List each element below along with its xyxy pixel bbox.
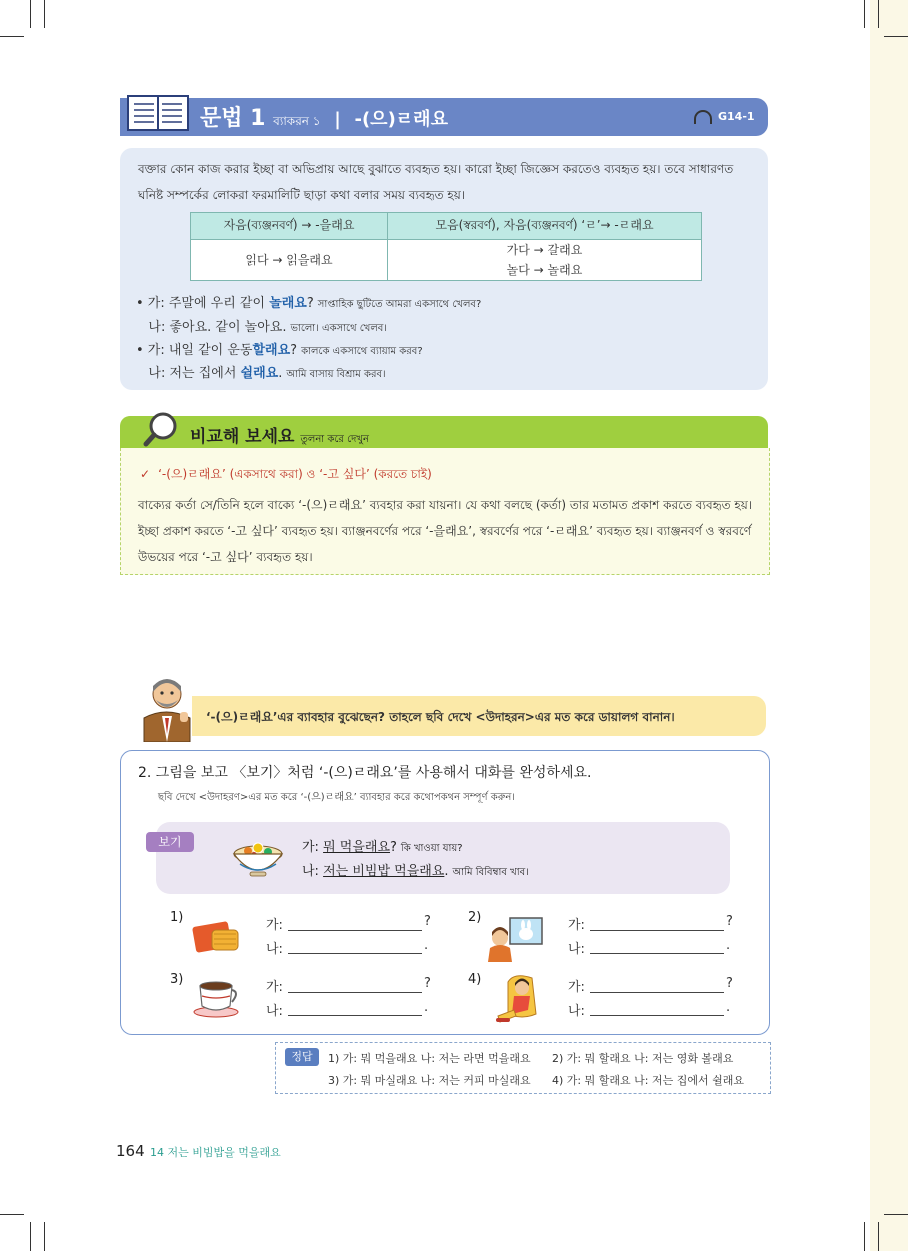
table-cell-vowel-2: 놀다 → 놀래요 bbox=[506, 263, 583, 277]
example-question-end: ? bbox=[390, 840, 397, 855]
teacher-prompt: ‘-(으)ㄹ래요’এর ব্যাবহার বুঝেছেন? তাহলে ছবি দেখে <উদাহরন>এর মত করে ডায়ালগ বানান। bbox=[206, 710, 675, 724]
headphones-icon bbox=[694, 110, 712, 124]
example-highlight: 할래요 bbox=[252, 343, 291, 358]
item-a-end: . bbox=[424, 938, 429, 953]
example-line bbox=[136, 339, 423, 361]
answer-1: 1) 가: 뭐 먹을래요 나: 저는 라면 먹을래요 bbox=[328, 1052, 531, 1065]
answer-blank[interactable] bbox=[288, 992, 422, 993]
example-answer-translation: আমি বিবিম্বাব খাব। bbox=[452, 867, 529, 878]
example-text: • 가: 주말에 우리 같이 bbox=[136, 296, 270, 311]
table-head-consonant: 자음(ব্যঞ্জনবর্ণ) → -을래요 bbox=[191, 213, 388, 240]
item-na-label: 나: bbox=[568, 1004, 585, 1019]
item-na-label: 나: bbox=[568, 942, 585, 957]
answer-4: 4) 가: 뭐 할래요 나: 저는 집에서 쉴래요 bbox=[552, 1074, 744, 1087]
table-cell-consonant: 읽다 → 읽을래요 bbox=[191, 240, 388, 281]
page-side-strip bbox=[870, 0, 908, 1251]
audio-code: G14-1 bbox=[718, 110, 755, 123]
answer-blank[interactable] bbox=[590, 1015, 724, 1016]
crop-mark bbox=[0, 36, 24, 37]
item-number: 2) bbox=[468, 910, 482, 925]
compare-heading-text: ‘-(으)ㄹ래요’ (একসাথে করা) ও ‘-고 싶다’ (করতে চাই) bbox=[158, 467, 432, 481]
example-text: 나: 좋아요. 같이 놀아요. bbox=[136, 320, 287, 335]
ramen-package-icon bbox=[190, 918, 242, 958]
crop-mark bbox=[30, 1222, 31, 1251]
conjugation-table bbox=[190, 212, 702, 281]
answer-blank[interactable] bbox=[288, 953, 422, 954]
item-ga-label: 가: bbox=[266, 980, 283, 995]
exercise-question-translation: ছবি দেখে <উদাহরণ>এর মত করে ‘-(으)ㄹ래요’ ব্যাবহার করে কথোপকথন সম্পূর্ণ করুন। bbox=[158, 792, 515, 803]
chapter-title: 14 저는 비빔밥을 먹을래요 bbox=[150, 1146, 281, 1159]
exercise-question: 2. 그림을 보고 〈보기〉처럼 ‘-(으)ㄹ래요’를 사용해서 대화를 완성하세요. bbox=[138, 765, 592, 781]
compare-title bbox=[190, 422, 369, 449]
example-tag: 보기 bbox=[146, 832, 194, 852]
answer-blank[interactable] bbox=[288, 1015, 422, 1016]
item-number: 3) bbox=[170, 972, 184, 987]
item-q-end: ? bbox=[424, 976, 431, 991]
answer-3: 3) 가: 뭐 마실래요 나: 저는 커피 마실래요 bbox=[328, 1074, 531, 1087]
answer-blank[interactable] bbox=[288, 930, 422, 931]
example-answer-text: 저는 비빔밥 먹을래요 bbox=[323, 864, 445, 879]
crop-mark bbox=[884, 36, 908, 37]
example-end: ? bbox=[290, 343, 298, 358]
item-a-end: . bbox=[726, 938, 731, 953]
example-answer bbox=[302, 860, 529, 882]
table-cell-vowel-1: 가다 → 갈래요 bbox=[506, 243, 583, 257]
item-ga-label: 가: bbox=[568, 980, 585, 995]
example-text: 나: 저는 집에서 bbox=[136, 366, 241, 381]
grammar-title-small: ব্যাকরন ১ bbox=[273, 114, 321, 128]
item-ga-label: 가: bbox=[568, 918, 585, 933]
answer-2: 2) 가: 뭐 할래요 나: 저는 영화 볼래요 bbox=[552, 1052, 734, 1065]
item-q-end: ? bbox=[424, 914, 431, 929]
page-number: 164 bbox=[116, 1142, 145, 1160]
watching-movie-icon bbox=[486, 914, 544, 964]
crop-mark bbox=[864, 0, 865, 28]
grammar-title bbox=[200, 101, 448, 133]
example-highlight: 놀래요 bbox=[269, 296, 307, 311]
item-na-label: 나: bbox=[266, 942, 283, 957]
example-question-answer: 뭐 먹을래요 bbox=[323, 840, 391, 855]
item-a-end: . bbox=[726, 1000, 731, 1015]
compare-title-text: 비교해 보세요 bbox=[190, 427, 295, 447]
speaker-label: 가: bbox=[302, 840, 324, 855]
example-translation: আমি বাসায় বিশ্রাম করব। bbox=[286, 369, 386, 380]
teacher-illustration bbox=[136, 668, 198, 742]
item-q-end: ? bbox=[726, 976, 733, 991]
table-head-vowel: 모음(স্বরবর্ণ), 자음(ব্যঞ্জনবর্ণ) ‘ㄹ’→ -ㄹ래요 bbox=[388, 213, 702, 240]
grammar-title-main: 문법 1 bbox=[200, 106, 266, 131]
compare-heading bbox=[140, 465, 432, 486]
example-end: . bbox=[278, 366, 283, 381]
crop-mark bbox=[864, 1222, 865, 1251]
item-ga-label: 가: bbox=[266, 918, 283, 933]
example-line bbox=[136, 316, 387, 338]
example-translation: সাপ্তাহিক ছুটিতে আমরা একসাথে খেলব? bbox=[317, 299, 482, 310]
answer-blank[interactable] bbox=[590, 953, 724, 954]
answer-key-tag: 정답 bbox=[285, 1048, 319, 1066]
crop-mark bbox=[44, 0, 45, 28]
audio-track[interactable] bbox=[694, 110, 755, 124]
bibimbap-bowl-icon bbox=[232, 834, 284, 878]
crop-mark bbox=[878, 0, 879, 28]
item-a-end: . bbox=[424, 1000, 429, 1015]
item-na-label: 나: bbox=[266, 1004, 283, 1019]
coffee-cup-icon bbox=[192, 976, 240, 1018]
speaker-label: 나: bbox=[302, 864, 324, 879]
magnifier-icon bbox=[143, 410, 181, 448]
example-question-translation: কি খাওয়া যায়? bbox=[400, 843, 463, 854]
example-end: ? bbox=[306, 296, 314, 311]
example-line bbox=[136, 362, 386, 384]
grammar-pattern: -(으)ㄹ래요 bbox=[354, 109, 448, 130]
table-cell-vowel bbox=[388, 240, 702, 281]
item-q-end: ? bbox=[726, 914, 733, 929]
open-book-icon bbox=[124, 92, 192, 134]
crop-mark bbox=[44, 1222, 45, 1251]
item-number: 1) bbox=[170, 910, 184, 925]
example-text: • 가: 내일 같이 운동 bbox=[136, 343, 253, 358]
title-separator: | bbox=[334, 109, 341, 130]
crop-mark bbox=[30, 0, 31, 28]
answer-blank[interactable] bbox=[590, 930, 724, 931]
example-highlight: 쉴래요 bbox=[240, 366, 279, 381]
resting-person-icon bbox=[494, 970, 544, 1024]
compare-body: বাক্যের কর্তা সে/তিনি হলে বাক্যে ‘-(으)ㄹ래요’ ব্যবহার করা যায়না। যে কথা বলছে (কর্তা) তার মতামত প্রকাশ করতে ব্যবহৃত হয়। ইচ্ছা প্রকাশ করতে ‘-고 싶다’ ব্যবহৃত হয়। ব্যাঞ্জনবর্ণের পরে ‘-을래요’, স্বরবর্ণের পরে ‘-ㄹ래요’ ব্যবহৃত হয়। ব্যাঞ্জনবর্ণ ও স্বরবর্ণে উভয়ের পরে ‘-고 싶다’ ব্যবহৃত হয়। bbox=[138, 498, 753, 564]
answer-blank[interactable] bbox=[590, 992, 724, 993]
grammar-description: বক্তার কোন কাজ করার ইচ্ছা বা অভিপ্রায় আছে বুঝাতে ব্যবহৃত হয়। কারো ইচ্ছা জিজ্ঞেস করতেও ব্যবহৃত হয়। তবে সাধারণত ঘনিষ্ট সম্পর্কের লোকরা ফরমালিটি ছাড়া কথা বলার সময় ব্যবহৃত হয়। bbox=[138, 162, 734, 202]
example-question bbox=[302, 836, 463, 858]
example-translation: ভালো। একসাথে খেলব। bbox=[290, 323, 387, 334]
example-line bbox=[136, 292, 481, 314]
check-icon: ✓ bbox=[140, 467, 151, 481]
example-answer-end: . bbox=[444, 864, 449, 879]
compare-title-small: তুলনা করে দেখুন bbox=[300, 434, 369, 445]
item-number: 4) bbox=[468, 972, 482, 987]
example-translation: কালকে একসাথে ব্যায়াম করব? bbox=[301, 346, 423, 357]
crop-mark bbox=[0, 1214, 24, 1215]
crop-mark bbox=[878, 1222, 879, 1251]
crop-mark bbox=[884, 1214, 908, 1215]
